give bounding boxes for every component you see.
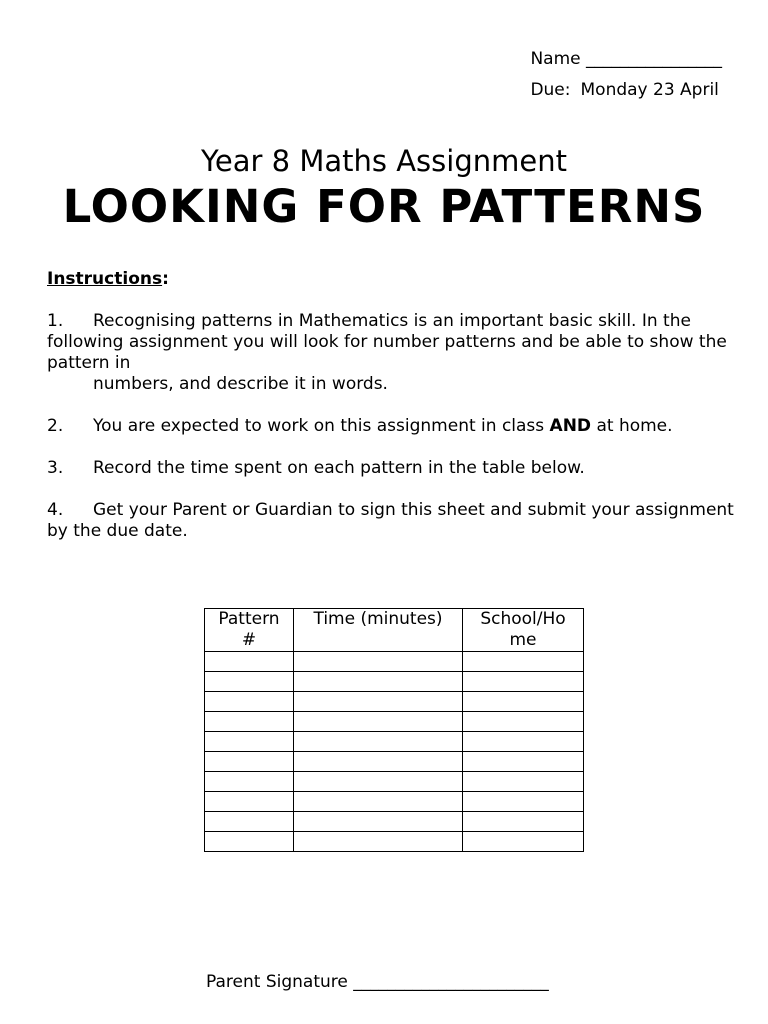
table-cell[interactable] <box>294 712 463 732</box>
table-cell[interactable] <box>463 732 584 752</box>
table-cell[interactable] <box>205 732 294 752</box>
table-cell[interactable] <box>205 692 294 712</box>
table-cell[interactable] <box>205 772 294 792</box>
table-cell[interactable] <box>294 652 463 672</box>
table-cell[interactable] <box>463 672 584 692</box>
table-header-row <box>205 609 584 652</box>
instruction-item-2 <box>47 416 737 437</box>
instruction-text: Record the time spent on each pattern in the table below. <box>93 458 585 478</box>
instruction-item-1 <box>47 311 737 395</box>
table-cell[interactable] <box>205 672 294 692</box>
table-cell[interactable] <box>205 652 294 672</box>
header-time-minutes: Time (minutes) <box>294 609 463 652</box>
table-cell[interactable] <box>205 832 294 852</box>
table-row <box>205 652 584 672</box>
table-cell[interactable] <box>463 712 584 732</box>
table-cell[interactable] <box>294 812 463 832</box>
table-cell[interactable] <box>463 772 584 792</box>
header-pattern-number: Pattern # <box>205 609 294 652</box>
table-cell[interactable] <box>463 812 584 832</box>
table-row <box>205 812 584 832</box>
table-cell[interactable] <box>205 712 294 732</box>
instruction-text: You are expected to work on this assignment in class <box>93 416 550 436</box>
due-label: Due: <box>530 80 571 100</box>
instruction-text: Get your Parent or Guardian to sign this sheet and submit your assignment by the due date. <box>47 500 734 541</box>
instruction-text: Recognising patterns in Mathematics is an important basic skill. In the following assignment you will look for number patterns and be able to show the pattern in <box>47 311 727 373</box>
instruction-number: 4. <box>47 500 64 520</box>
table-cell[interactable] <box>205 792 294 812</box>
table-cell[interactable] <box>463 832 584 852</box>
assignment-title: LOOKING FOR PATTERNS <box>62 180 706 233</box>
table-row <box>205 752 584 772</box>
name-field-label: Name ________________ <box>530 49 722 69</box>
table-cell[interactable] <box>205 812 294 832</box>
instructions-heading-text: Instructions <box>47 269 163 289</box>
table-row <box>205 732 584 752</box>
table-cell[interactable] <box>463 692 584 712</box>
instruction-number: 1. <box>47 311 64 331</box>
table-cell[interactable] <box>205 752 294 772</box>
due-date-row <box>530 75 722 106</box>
table-cell[interactable] <box>463 792 584 812</box>
table-cell[interactable] <box>463 652 584 672</box>
table-row <box>205 672 584 692</box>
instructions-section <box>47 269 737 563</box>
table-cell[interactable] <box>294 832 463 852</box>
table-row <box>205 712 584 732</box>
instruction-number: 2. <box>47 416 64 436</box>
table-cell[interactable] <box>294 752 463 772</box>
instructions-heading <box>47 269 737 290</box>
instruction-emphasis: AND <box>549 416 592 436</box>
parent-signature-line: Parent Signature _______________________ <box>206 972 549 992</box>
table-cell[interactable] <box>463 752 584 772</box>
table-row <box>205 772 584 792</box>
instruction-item-4 <box>47 500 737 542</box>
assignment-subtitle: Year 8 Maths Assignment <box>201 144 567 178</box>
table-row <box>205 692 584 712</box>
table-row <box>205 832 584 852</box>
table-cell[interactable] <box>294 772 463 792</box>
table-cell[interactable] <box>294 672 463 692</box>
header-school-home: School/Ho me <box>463 609 584 652</box>
instruction-number: 3. <box>47 458 64 478</box>
table-cell[interactable] <box>294 692 463 712</box>
header-info <box>530 44 722 106</box>
instruction-item-3 <box>47 458 737 479</box>
due-value: Monday 23 April <box>580 80 719 100</box>
table-cell[interactable] <box>294 792 463 812</box>
table-cell[interactable] <box>294 732 463 752</box>
table-row <box>205 792 584 812</box>
time-record-table <box>204 608 584 852</box>
instruction-text-continued: numbers, and describe it in words. <box>93 374 388 394</box>
instruction-text-end: at home. <box>591 416 673 436</box>
instructions-heading-colon: : <box>162 269 169 289</box>
